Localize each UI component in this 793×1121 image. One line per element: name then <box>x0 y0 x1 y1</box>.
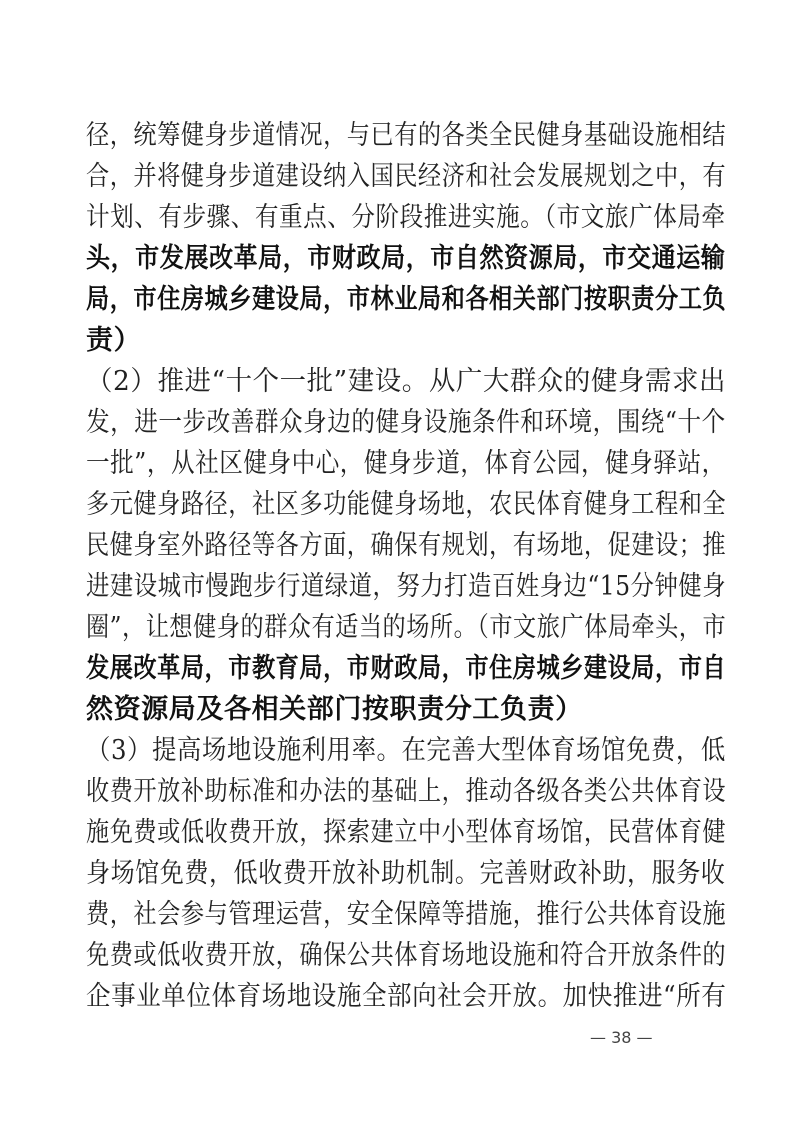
text-line: 合，并将健身步道建设纳入国民经济和社会发展规划之中，有 <box>86 161 727 192</box>
text-line: 发，进一步改善群众身边的健身设施条件和环境，围绕“十个 <box>86 407 726 438</box>
text-line: 身场馆免费，低收费开放补助机制。完善财政补助，服务收 <box>86 858 726 889</box>
text-line: 责） <box>86 325 142 356</box>
text-line: 进建设城市慢跑步行道绿道，努力打造百姓身边“15分钟健身 <box>86 571 727 602</box>
text-line: （3）提高场地设施利用率。在完善大型体育场馆免费，低 <box>86 735 726 766</box>
text-line: 径，统筹健身步道情况，与已有的各类全民健身基础设施相结 <box>86 120 727 151</box>
text-line: 民健身室外路径等各方面，确保有规划，有场地，促建设；推 <box>86 530 727 561</box>
text-line: （2）推进“十个一批”建设。从广大群众的健身需求出 <box>86 366 727 397</box>
text-line: 头，市发展改革局，市财政局，市自然资源局，市交通运输 <box>86 243 726 274</box>
page-number: — 38 — <box>590 1028 653 1047</box>
text-line: 收费开放补助标准和办法的基础上，推动各级各类公共体育设 <box>86 776 727 807</box>
text-line: 一批”，从社区健身中心，健身步道，体育公园，健身驿站， <box>86 448 726 479</box>
text-line: 局，市住房城乡建设局，市林业局和各相关部门按职责分工负 <box>86 284 727 315</box>
text-line: 发展改革局，市教育局，市财政局，市住房城乡建设局，市自 <box>86 653 727 684</box>
text-line: 费，社会参与管理运营，安全保障等措施，推行公共体育设施 <box>86 899 727 930</box>
text-line: 企事业单位体育场地设施全部向社会开放。加快推进“所有 <box>86 981 727 1012</box>
text-line: 免费或低收费开放，确保公共体育场地设施和符合开放条件的 <box>86 940 727 971</box>
text-line: 圈”，让想健身的群众有适当的场所。（市文旅广体局牵头，市 <box>86 612 727 643</box>
text-line: 然资源局及各相关部门按职责分工负责） <box>86 694 583 725</box>
text-line: 多元健身路径，社区多功能健身场地，农民体育健身工程和全 <box>86 489 727 520</box>
text-line: 计划、有步骤、有重点、分阶段推进实施。（市文旅广体局牵 <box>86 202 726 233</box>
text-line: 施免费或低收费开放，探索建立中小型体育场馆，民营体育健 <box>86 817 727 848</box>
